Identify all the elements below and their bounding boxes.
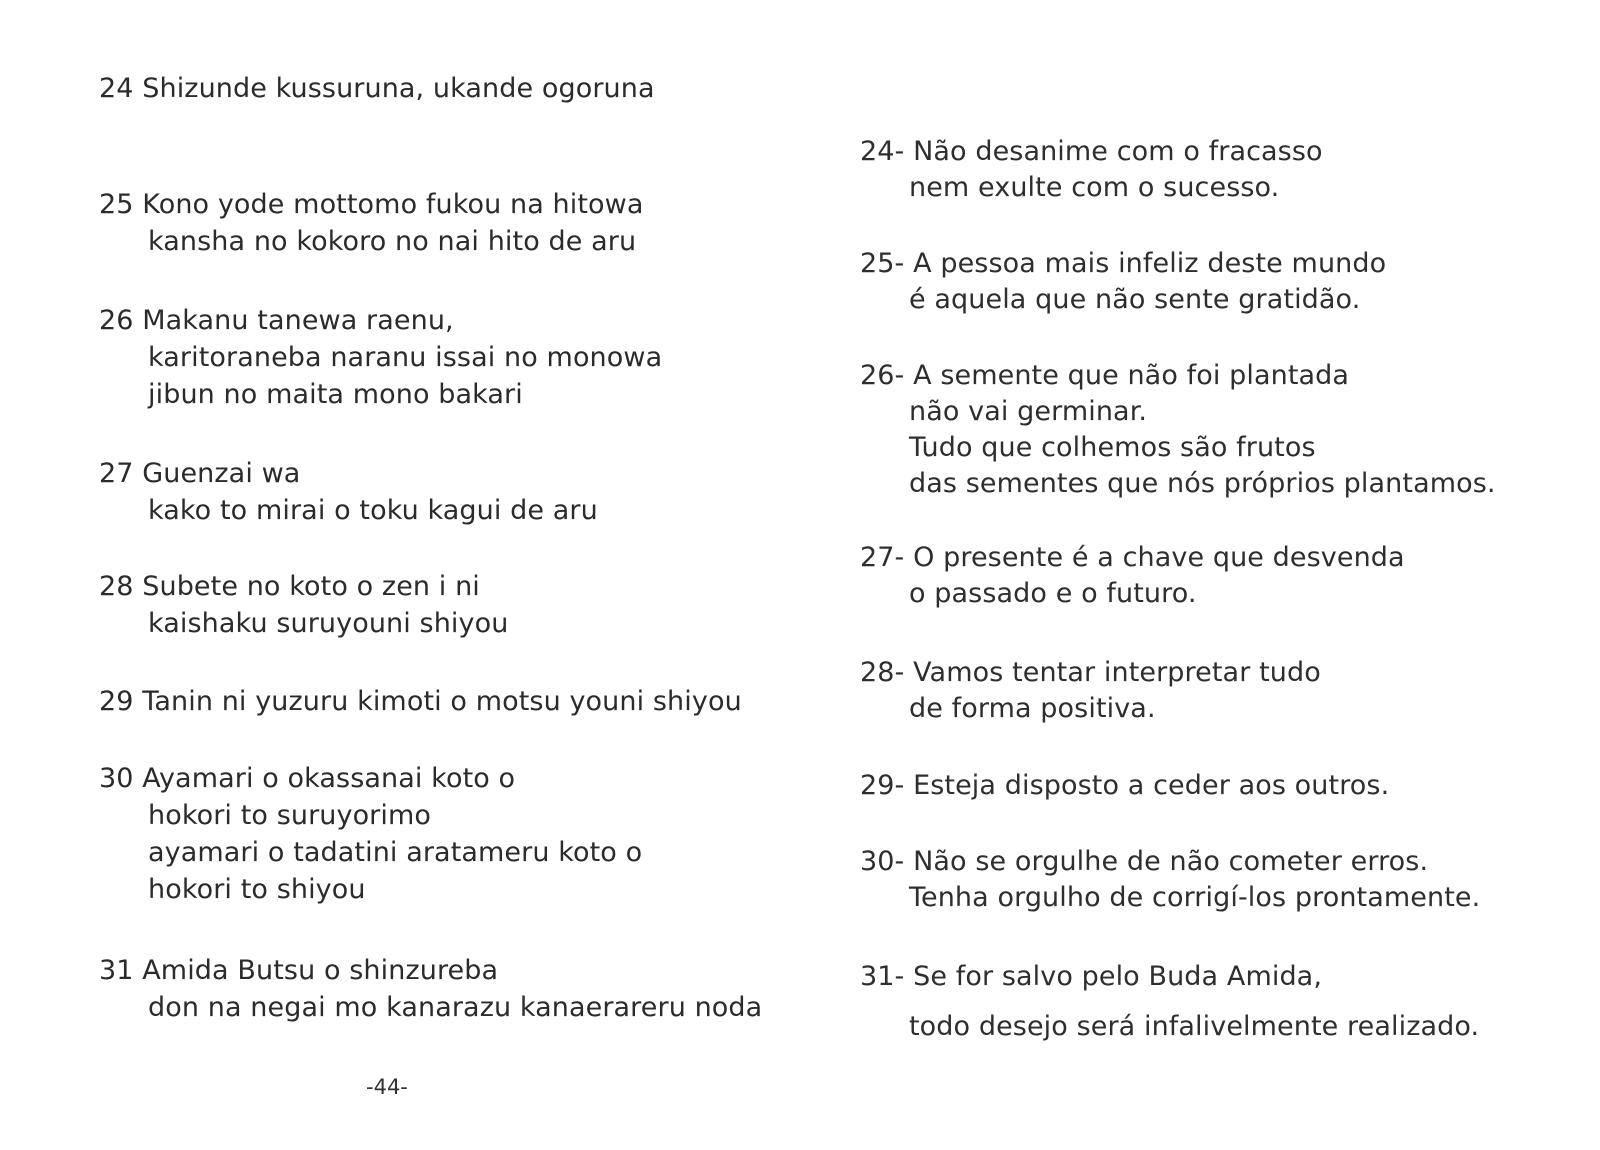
left-entry-28 bbox=[99, 568, 799, 642]
right-entry-29 bbox=[860, 768, 1560, 804]
entry-line: das sementes que nós próprios plantamos. bbox=[909, 468, 1496, 499]
right-entry-24 bbox=[860, 134, 1560, 206]
entry-line: nem exulte com o sucesso. bbox=[909, 172, 1280, 203]
right-entry-26 bbox=[860, 358, 1560, 502]
entry-line: 26- A semente que não foi plantada bbox=[860, 360, 1350, 391]
left-entry-25 bbox=[99, 186, 799, 260]
entry-line: 30- Não se orgulhe de não cometer erros. bbox=[860, 846, 1429, 877]
entry-line: 27 Guenzai wa bbox=[99, 458, 301, 489]
entry-line: é aquela que não sente gratidão. bbox=[909, 284, 1361, 315]
entry-line: kansha no kokoro no nai hito de aru bbox=[148, 226, 637, 257]
entry-line: 29- Esteja disposto a ceder aos outros. bbox=[860, 770, 1390, 801]
entry-line: 30 Ayamari o okassanai koto o bbox=[99, 763, 516, 794]
entry-line: 31- Se for salvo pelo Buda Amida, bbox=[860, 961, 1323, 992]
entry-line: hokori to suruyorimo bbox=[148, 800, 432, 831]
page-number: -44- bbox=[366, 1075, 408, 1099]
entry-line: hokori to shiyou bbox=[148, 874, 366, 905]
entry-line: don na negai mo kanarazu kanaerareru noda bbox=[148, 992, 763, 1023]
entry-line: 24- Não desanime com o fracasso bbox=[860, 136, 1323, 167]
entry-line: 28 Subete no koto o zen i ni bbox=[99, 571, 480, 602]
entry-line: 25 Kono yode mottomo fukou na hitowa bbox=[99, 189, 644, 220]
entry-line: kako to mirai o toku kagui de aru bbox=[148, 495, 598, 526]
left-entry-30 bbox=[99, 760, 799, 908]
entry-line: 27- O presente é a chave que desvenda bbox=[860, 542, 1405, 573]
entry-line: Tudo que colhemos são frutos bbox=[909, 432, 1316, 463]
entry-line: kaishaku suruyouni shiyou bbox=[148, 608, 509, 639]
entry-line: de forma positiva. bbox=[909, 693, 1156, 724]
entry-line: o passado e o futuro. bbox=[909, 578, 1197, 609]
entry-line: ayamari o tadatini aratameru koto o bbox=[148, 837, 643, 868]
right-entry-25 bbox=[860, 246, 1560, 318]
entry-line: 25- A pessoa mais infeliz deste mundo bbox=[860, 248, 1387, 279]
right-entry-30 bbox=[860, 844, 1560, 916]
left-entry-26 bbox=[99, 302, 799, 413]
left-entry-31 bbox=[99, 952, 799, 1026]
right-entry-28 bbox=[860, 655, 1560, 727]
entry-line: karitoraneba naranu issai no monowa bbox=[148, 342, 663, 373]
right-entry-27 bbox=[860, 540, 1560, 612]
entry-line: Tenha orgulho de corrigí-los prontamente. bbox=[909, 882, 1481, 913]
entry-line: todo desejo será infalivelmente realizado. bbox=[909, 1011, 1480, 1042]
entry-line: não vai germinar. bbox=[909, 396, 1148, 427]
entry-line: 26 Makanu tanewa raenu, bbox=[99, 305, 454, 336]
entry-line: 28- Vamos tentar interpretar tudo bbox=[860, 657, 1321, 688]
entry-line: jibun no maita mono bakari bbox=[148, 379, 523, 410]
entry-line: 24 Shizunde kussuruna, ukande ogoruna bbox=[99, 73, 655, 104]
left-entry-27 bbox=[99, 455, 799, 529]
left-entry-24 bbox=[99, 70, 799, 107]
right-entry-31 bbox=[860, 959, 1560, 1045]
left-entry-29 bbox=[99, 683, 799, 720]
entry-line: 29 Tanin ni yuzuru kimoti o motsu youni shiyou bbox=[99, 686, 742, 717]
entry-line: 31 Amida Butsu o shinzureba bbox=[99, 955, 499, 986]
